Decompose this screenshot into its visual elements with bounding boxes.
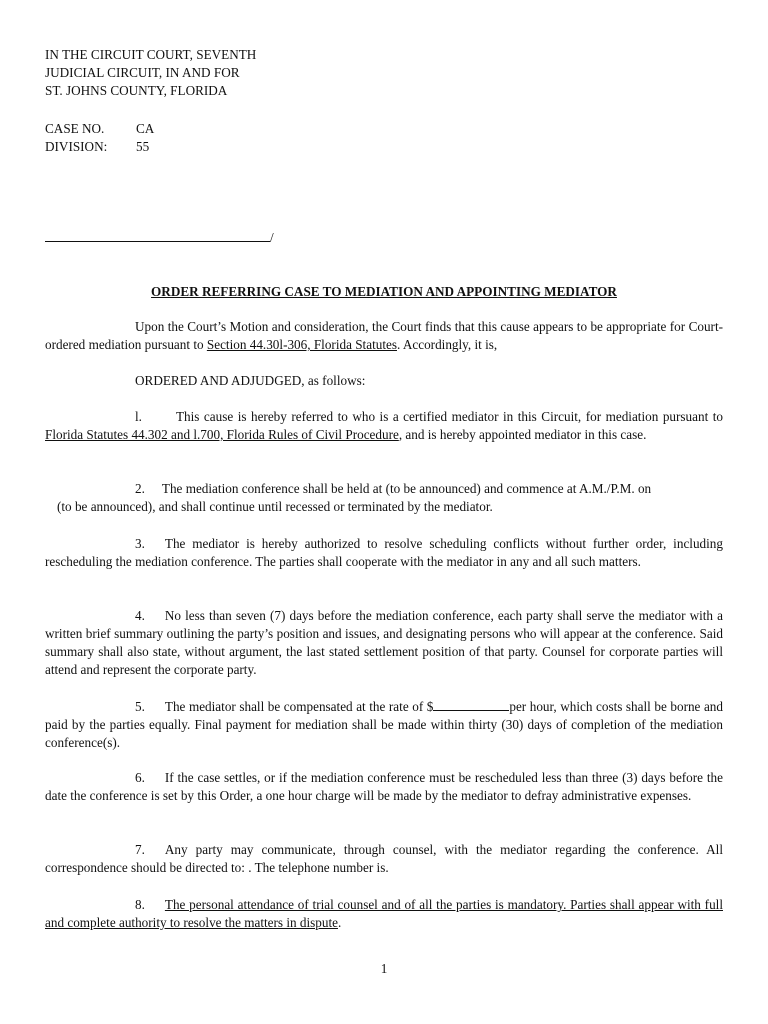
paragraph-number: l. <box>135 409 142 424</box>
intro-paragraph: Upon the Court’s Motion and consideration, the Court finds that this cause appears to be appropriate for Court-ordered mediation pursuant to Section 44.30l-306, Florida Statutes. Accordingly, it is, <box>45 319 723 352</box>
paragraph-1: l. This cause is hereby referred to who is a certified mediator in this Circuit, for mediation pursuant to Florida Statutes 44.302 and l.700, Florida Rules of Civil Procedure, and is hereby appointed mediator in this case. <box>45 409 723 442</box>
paragraph-7: 7. Any party may communicate, through counsel, with the mediator regarding the conference. All correspondence should be directed to: . The telephone number is. <box>45 842 723 875</box>
division-label: DIVISION: <box>45 139 108 154</box>
paragraph-number: 7. <box>135 842 145 857</box>
paragraph-2: 2. The mediation conference shall be held at (to be announced) and commence at A.M./P.M. on (to be announced), and shall continue until recessed or terminated by the mediator. <box>57 481 652 514</box>
paragraph-4: 4. No less than seven (7) days before the mediation conference, each party shall serve the mediator with a written brief summary outlining the party’s position and issues, and designating persons who will appear at the conference. Said summary shall also state, without argument, the last stated settlement position of that party. Counsel for corporate parties will attend and represent the corporate party. <box>45 608 723 677</box>
paragraph-8: 8. The personal attendance of trial counsel and of all the parties is mandatory. Parties shall appear with full and complete authority to resolve the matters in dispute. <box>45 897 723 930</box>
paragraph-number: 6. <box>135 770 145 785</box>
page-number: 1 <box>380 961 388 976</box>
case-number-label: CASE NO. <box>45 121 105 136</box>
paragraph-number: 2. <box>135 481 145 496</box>
rate-blank <box>433 697 509 711</box>
division-value: 55 <box>136 139 150 154</box>
ordered-paragraph: ORDERED AND ADJUDGED, as follows: <box>135 373 366 388</box>
paragraph-3: 3. The mediator is hereby authorized to resolve scheduling conflicts without further order, including rescheduling the mediation conference. The parties shall cooperate with the mediator in any and all such matters. <box>45 536 723 569</box>
paragraph-number: 5. <box>135 699 145 714</box>
court-line-1: IN THE CIRCUIT COURT, SEVENTH <box>45 47 257 62</box>
statute-reference: Section 44.30l-306, Florida Statutes <box>206 337 397 352</box>
division-row <box>45 138 154 156</box>
case-number-value: CA <box>136 121 155 136</box>
case-info <box>45 120 154 156</box>
rules-reference: Florida Statutes 44.302 and l.700, Florida Rules of Civil Procedure <box>45 427 399 442</box>
court-caption <box>45 46 256 100</box>
party-signature-line <box>45 228 274 247</box>
signature-rule <box>45 228 270 242</box>
paragraph-number: 8. <box>135 897 145 912</box>
paragraph-5: 5. The mediator shall be compensated at the rate of $ per hour, which costs shall be borne and paid by the parties equally. Final payment for mediation shall be made within thirty (30) days of completion of the mediation conference(s). <box>45 699 723 750</box>
order-title: ORDER REFERRING CASE TO MEDIATION AND APPOINTING MEDIATOR <box>151 284 617 299</box>
paragraph-6: 6. If the case settles, or if the mediation conference must be rescheduled less than three (3) days before the date the conference is set by this Order, a one hour charge will be made by the mediator to defray administrative expenses. <box>45 770 723 803</box>
court-line-2: JUDICIAL CIRCUIT, IN AND FOR <box>45 65 240 80</box>
paragraph-number: 3. <box>135 536 145 551</box>
paragraph-number: 4. <box>135 608 145 623</box>
case-number-row <box>45 120 154 138</box>
court-line-3: ST. JOHNS COUNTY, FLORIDA <box>45 83 228 98</box>
signature-slash: / <box>270 230 274 245</box>
